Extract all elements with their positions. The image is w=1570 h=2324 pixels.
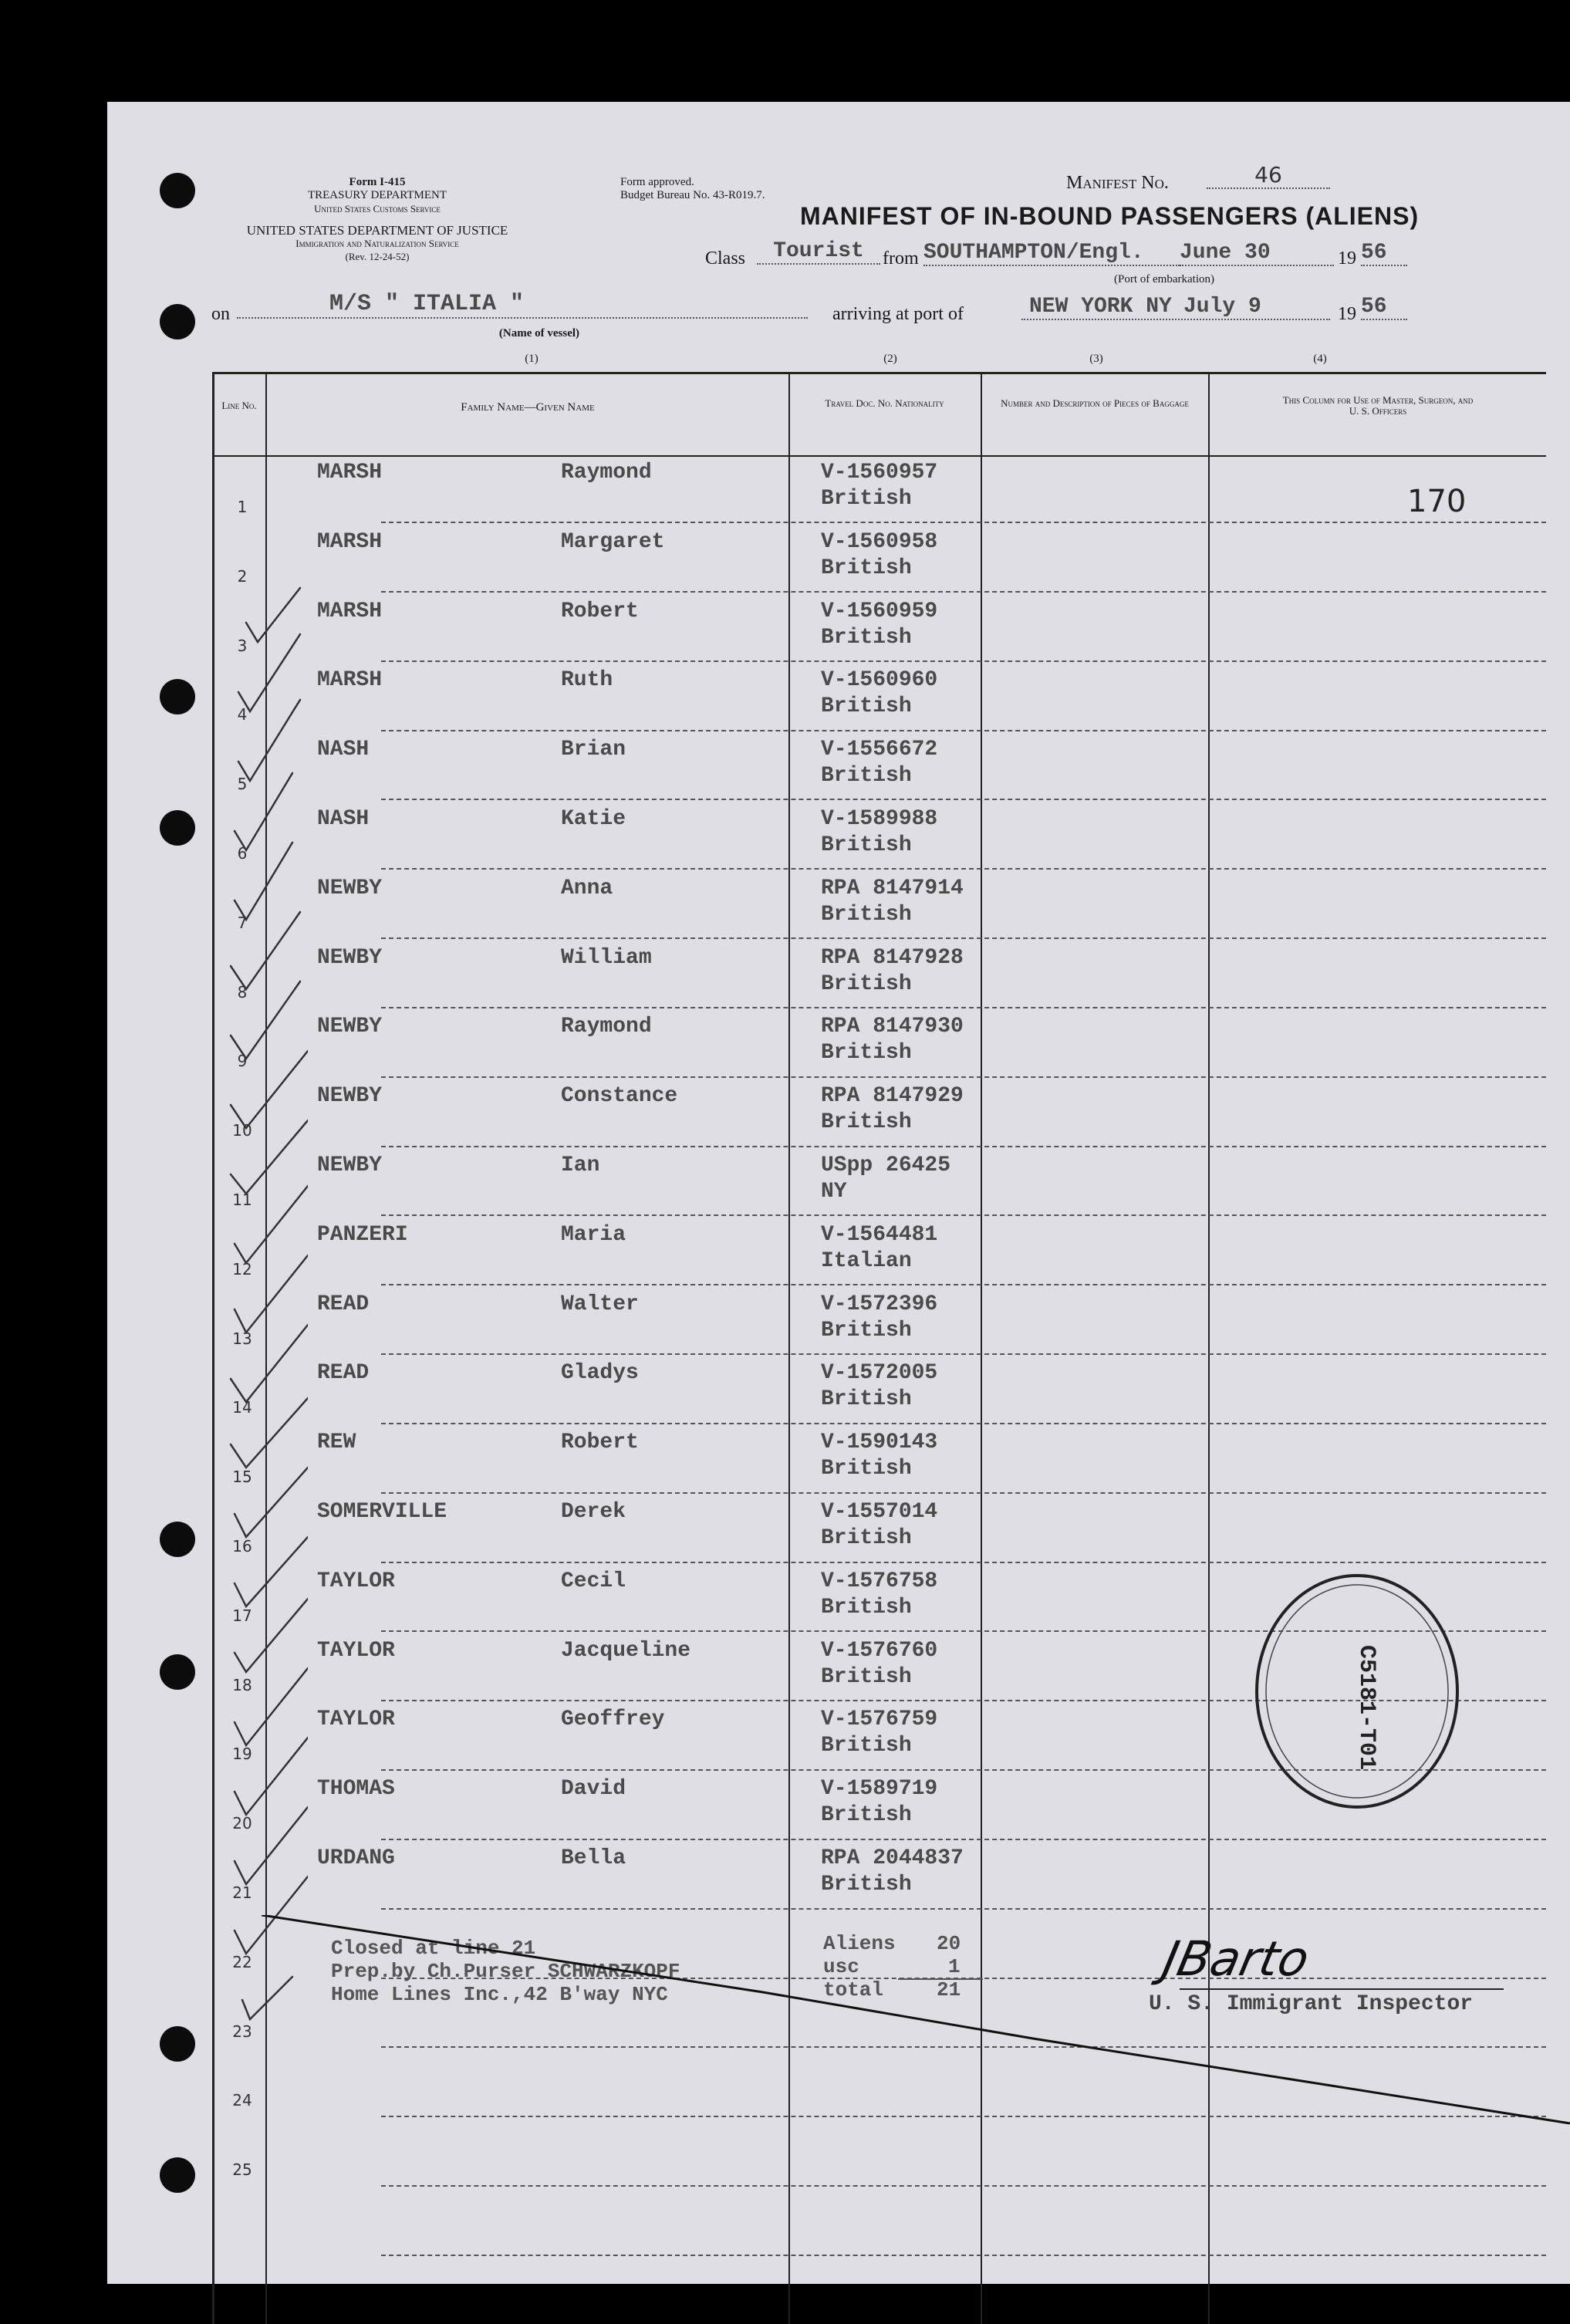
- col-officers-heading: This Column for Use of Master, Surgeon, and U. S. Officers: [1282, 394, 1474, 417]
- row-number: 17: [232, 1606, 252, 1625]
- row-number: 23: [232, 2022, 252, 2041]
- family-name: MARSH: [317, 599, 383, 623]
- given-name: Constance: [561, 1084, 678, 1109]
- stamp-text: C5181-T01: [1353, 1645, 1379, 1771]
- row-number: 21: [232, 1883, 252, 1902]
- row-separator: [381, 1146, 1546, 1147]
- family-name: NASH: [317, 738, 370, 762]
- travel-doc-no: V-1560957: [821, 461, 938, 485]
- row-separator: [381, 1007, 1546, 1008]
- col-name-heading: Family Name—Given Name: [461, 401, 595, 414]
- nationality: British: [821, 1041, 912, 1066]
- aliens-label: Aliens: [823, 1932, 896, 1955]
- budget-bureau: Budget Bureau No. 43-R019.7.: [620, 189, 765, 201]
- inspector-title: U. S. Immigrant Inspector: [1149, 1992, 1474, 2016]
- row-number: 2: [237, 566, 248, 586]
- departure-year: 56: [1361, 241, 1407, 266]
- row-number: 1: [237, 498, 248, 516]
- row-number: 5: [237, 775, 248, 794]
- col-num-2: (2): [883, 353, 897, 365]
- punch-hole: [160, 679, 195, 714]
- row-number: 24: [232, 2091, 252, 2110]
- nationality: NY: [821, 1180, 847, 1204]
- closed-at-line: Closed at line 21: [331, 1937, 536, 1960]
- col-line-heading: Line No.: [221, 400, 257, 411]
- nationality: British: [821, 1110, 912, 1135]
- row-separator: [381, 591, 1546, 593]
- travel-doc-no: V-1560959: [821, 599, 938, 623]
- travel-doc-no: V-1556672: [821, 738, 938, 762]
- total-count: 21: [937, 1978, 961, 2001]
- nationality: British: [821, 1318, 912, 1343]
- col-baggage-heading: Number and Description of Pieces of Baggage: [1001, 397, 1189, 409]
- col-num-1: (1): [525, 353, 539, 365]
- arrival-port: NEW YORK NY: [1021, 295, 1330, 320]
- punch-hole: [160, 1654, 195, 1690]
- row-number: 13: [232, 1329, 252, 1348]
- row-number: 10: [232, 1121, 252, 1140]
- family-name: READ: [317, 1361, 370, 1386]
- total-label: total: [823, 1978, 884, 2001]
- travel-doc-no: V-1557014: [821, 1500, 938, 1524]
- row-separator: [381, 1423, 1546, 1424]
- row-separator: [381, 937, 1546, 939]
- row-separator: [381, 522, 1546, 523]
- row-number: 22: [232, 1952, 252, 1971]
- nationality: British: [821, 1526, 912, 1550]
- nationality: British: [821, 556, 912, 580]
- header-bottom-border: [214, 455, 1546, 457]
- vessel-caption: (Name of vessel): [498, 327, 580, 339]
- nationality: British: [821, 1664, 912, 1689]
- row-number: 4: [237, 705, 248, 725]
- row-number: 3: [237, 636, 248, 655]
- col-num-3: (3): [1089, 353, 1103, 365]
- justice-dept: UNITED STATES DEPARTMENT OF JUSTICE: [246, 223, 508, 238]
- given-name: Geoffrey: [561, 1708, 665, 1732]
- row-separator: [381, 799, 1546, 800]
- nationality: British: [821, 833, 912, 857]
- travel-doc-no: RPA 8147928: [821, 945, 964, 970]
- family-name: THOMAS: [317, 1777, 395, 1802]
- travel-doc-no: RPA 8147914: [821, 876, 964, 900]
- nationality: British: [821, 1803, 912, 1828]
- company-address: Home Lines Inc.,42 B'way NYC: [331, 1983, 668, 2006]
- travel-doc-no: V-1589988: [821, 807, 938, 831]
- travel-doc-no: RPA 2044837: [821, 1846, 964, 1870]
- check-marks: [215, 519, 308, 2031]
- given-name: Gladys: [561, 1361, 639, 1386]
- family-name: URDANG: [317, 1846, 395, 1870]
- given-name: Brian: [561, 738, 626, 762]
- row-separator: [381, 1908, 1546, 1910]
- nationality: British: [821, 764, 912, 789]
- aliens-count: 20: [937, 1932, 961, 1955]
- from-label: from: [883, 248, 919, 269]
- travel-doc-no: V-1589719: [821, 1777, 938, 1802]
- family-name: NEWBY: [317, 1154, 383, 1177]
- family-name: TAYLOR: [317, 1569, 395, 1593]
- nationality: British: [821, 487, 912, 511]
- given-name: Anna: [561, 876, 613, 900]
- revision: (Rev. 12-24-52): [345, 251, 410, 262]
- family-name: NEWBY: [317, 1084, 383, 1109]
- class-label: Class: [705, 248, 746, 269]
- arrival-date: July 9: [1183, 295, 1261, 319]
- punch-hole: [160, 1522, 195, 1557]
- given-name: William: [561, 945, 652, 970]
- row-separator: [381, 660, 1546, 662]
- row-number: 14: [232, 1398, 252, 1417]
- travel-doc-no: V-1560960: [821, 668, 938, 693]
- manifest-no: 46: [1207, 162, 1330, 189]
- travel-doc-no: USpp 26425: [821, 1154, 951, 1177]
- travel-doc-no: RPA 8147930: [821, 1015, 964, 1039]
- given-name: Robert: [561, 1431, 639, 1455]
- form-title: MANIFEST OF IN-BOUND PASSENGERS (ALIENS): [800, 202, 1420, 230]
- family-name: NEWBY: [317, 945, 383, 970]
- family-name: NEWBY: [317, 1015, 383, 1039]
- family-name: TAYLOR: [317, 1638, 395, 1663]
- page-number: 170: [1407, 484, 1467, 519]
- travel-doc-no: V-1560958: [821, 529, 938, 554]
- vessel-name: M/S " ITALIA ": [237, 291, 808, 319]
- family-name: REW: [317, 1431, 356, 1455]
- row-number: 9: [237, 1052, 248, 1071]
- family-name: READ: [317, 1292, 370, 1316]
- travel-doc-no: RPA 8147929: [821, 1084, 964, 1109]
- row-separator: [381, 1076, 1546, 1078]
- travel-doc-no: V-1572396: [821, 1292, 938, 1316]
- row-number: 19: [232, 1745, 252, 1764]
- given-name: Walter: [561, 1292, 639, 1316]
- usc-count: 1: [948, 1955, 961, 1978]
- departure-date: June 30: [1180, 241, 1334, 266]
- punch-hole: [160, 173, 195, 208]
- row-separator: [381, 1839, 1546, 1840]
- given-name: Jacqueline: [561, 1638, 691, 1663]
- nationality: Italian: [821, 1248, 912, 1273]
- row-number: 20: [232, 1814, 252, 1833]
- travel-doc-no: V-1576760: [821, 1638, 938, 1663]
- row-number: 8: [237, 982, 248, 1002]
- given-name: Robert: [561, 599, 639, 623]
- form-number: Form I-415: [349, 176, 406, 188]
- nationality: British: [821, 1595, 912, 1620]
- family-name: MARSH: [317, 529, 383, 554]
- port-embark-caption: (Port of embarkation): [1114, 273, 1214, 285]
- family-name: NASH: [317, 807, 370, 831]
- treasury-dept: TREASURY DEPARTMENT: [307, 189, 447, 201]
- cancel-diagonal-line: [262, 1915, 1570, 2285]
- travel-doc-no: V-1564481: [821, 1222, 938, 1247]
- row-number: 7: [237, 913, 248, 932]
- row-number: 25: [232, 2160, 252, 2180]
- col-num-4: (4): [1313, 353, 1327, 365]
- class-value: Tourist: [757, 239, 880, 265]
- inspector-signature: JBarto: [1158, 1930, 1315, 1987]
- row-separator: [381, 1492, 1546, 1494]
- usc-label: usc: [823, 1955, 859, 1978]
- row-number: 16: [232, 1537, 252, 1556]
- given-name: Bella: [561, 1846, 626, 1870]
- punch-hole: [160, 2157, 195, 2193]
- row-separator: [381, 730, 1546, 731]
- given-name: Ian: [561, 1154, 600, 1177]
- punch-hole: [160, 2026, 195, 2062]
- travel-doc-no: V-1576759: [821, 1708, 938, 1732]
- row-number: 6: [237, 844, 248, 863]
- punch-hole: [160, 304, 195, 339]
- row-separator: [381, 1353, 1546, 1355]
- table-left-border: [212, 372, 214, 2324]
- family-name: TAYLOR: [317, 1708, 395, 1732]
- year-prefix: 19: [1338, 248, 1356, 269]
- given-name: David: [561, 1777, 626, 1802]
- row-number: 12: [232, 1259, 252, 1279]
- row-separator: [381, 1214, 1546, 1216]
- row-number: 11: [232, 1191, 252, 1209]
- arriving-label: arriving at port of: [832, 304, 964, 324]
- form-approved: Form approved.: [620, 176, 694, 188]
- family-name: MARSH: [317, 668, 383, 693]
- arrival-year: 56: [1361, 295, 1407, 320]
- nationality: British: [821, 625, 912, 650]
- row-number: 15: [232, 1468, 252, 1487]
- nationality: British: [821, 1734, 912, 1758]
- family-name: MARSH: [317, 461, 383, 485]
- from-port: SOUTHAMPTON/Engl.: [923, 241, 1180, 266]
- given-name: Raymond: [561, 1015, 652, 1039]
- nationality: British: [821, 1873, 912, 1897]
- given-name: Cecil: [561, 1569, 626, 1593]
- nationality: British: [821, 971, 912, 996]
- nationality: British: [821, 694, 912, 719]
- given-name: Raymond: [561, 461, 652, 485]
- col-doc-heading: Travel Doc. No. Nationality: [825, 397, 944, 409]
- table-top-border: [214, 372, 1546, 374]
- given-name: Derek: [561, 1500, 626, 1524]
- punch-hole: [160, 810, 195, 846]
- manifest-no-label: Manifest No.: [1066, 173, 1169, 193]
- travel-doc-no: V-1572005: [821, 1361, 938, 1386]
- row-separator: [381, 1284, 1546, 1285]
- prepared-by: Prep.by Ch.Purser SCHWARZKOPF: [331, 1960, 680, 1983]
- travel-doc-no: V-1590143: [821, 1431, 938, 1455]
- customs-service: United States Customs Service: [314, 203, 441, 214]
- family-name: PANZERI: [317, 1222, 408, 1247]
- nationality: British: [821, 1457, 912, 1481]
- inspection-stamp: [1241, 1560, 1473, 1822]
- nationality: British: [821, 902, 912, 927]
- nationality: British: [821, 1387, 912, 1412]
- arrival-year-prefix: 19: [1338, 304, 1356, 324]
- family-name: NEWBY: [317, 876, 383, 900]
- given-name: Katie: [561, 807, 626, 831]
- manifest-sheet: [107, 102, 1570, 2284]
- on-label: on: [211, 304, 230, 324]
- travel-doc-no: V-1576758: [821, 1569, 938, 1593]
- row-separator: [381, 868, 1546, 870]
- given-name: Ruth: [561, 668, 613, 693]
- row-number: 18: [232, 1675, 252, 1694]
- given-name: Maria: [561, 1222, 626, 1247]
- family-name: SOMERVILLE: [317, 1500, 447, 1524]
- given-name: Margaret: [561, 529, 665, 554]
- ins-service: Immigration and Naturalization Service: [295, 238, 459, 249]
